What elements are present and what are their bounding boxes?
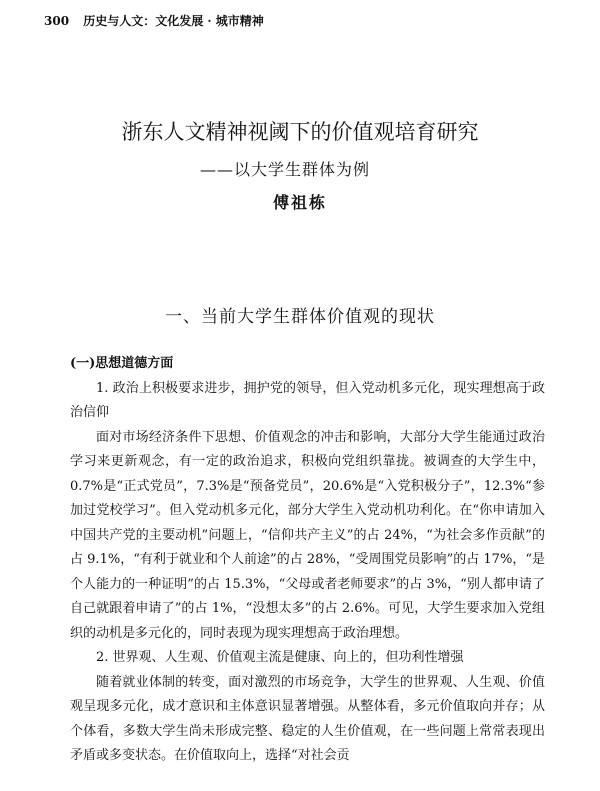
- section-heading: 一、当前大学生群体价值观的现状: [165, 307, 435, 327]
- paragraph-2: 随着就业体制的转变，面对激烈的市场竞争，大学生的世界观、人生观、价值观呈现多元化，成才意识和主体意识显著增强。从整体看，多元价值取向并存；从个体看，多数大学生尚未形成完整、稳定的人生价值观，在一些问题上常常表现出矛盾或多变状态。在价值取向上，选择“对社会贡: [70, 674, 545, 763]
- running-header: [44, 12, 264, 29]
- page-number: 300: [44, 14, 70, 28]
- article-subtitle: ——以大学生群体为例: [200, 160, 371, 179]
- body-text: [70, 352, 545, 769]
- author-name: 傅祖栋: [272, 193, 327, 212]
- paragraph-1: 面对市场经济条件下思想、价值观念的冲击和影响，大部分大学生能通过政治学习来更新观念，有一定的政治追求，积极向党组织靠拢。被调查的大学生中，0.7%是“正式党员”，7.3%是“预备党员”，20.6%是“入党积极分子”，12.3%“参加过党校学习”。但入党动机多元化，部分大学生入党动机功利化。在“你申请加入中国共产党的主要动机”问题上，“信仰共产主义”的占 24%，“为社会多作贡献”的占 9.1%，“有利于就业和个人前途”的占 28%，“受周围党员影响”的占 17%，“是个人能力的一种证明”的占 15.3%，“父母或者老师要求”的占 3%，“别人都申请了自己就跟着申请了”的占 1%，“没想太多”的占 2.6%。可见，大学生要求加入党组织的动机是多元化的，同时表现为现实理想高于政治理想。: [70, 429, 545, 641]
- subheading: (一)思想道德方面: [70, 356, 174, 371]
- article-title: 浙东人文精神视阈下的价值观培育研究: [121, 120, 479, 144]
- point-heading-1: 1. 政治上积极要求进步，拥护党的领导，但入党动机多元化，现实理想高于政治信仰: [70, 380, 545, 420]
- running-title: 历史与人文：文化发展 · 城市精神: [83, 14, 264, 28]
- point-heading-2: 2. 世界观、人生观、价值观主流是健康、向上的，但功利性增强: [96, 650, 464, 665]
